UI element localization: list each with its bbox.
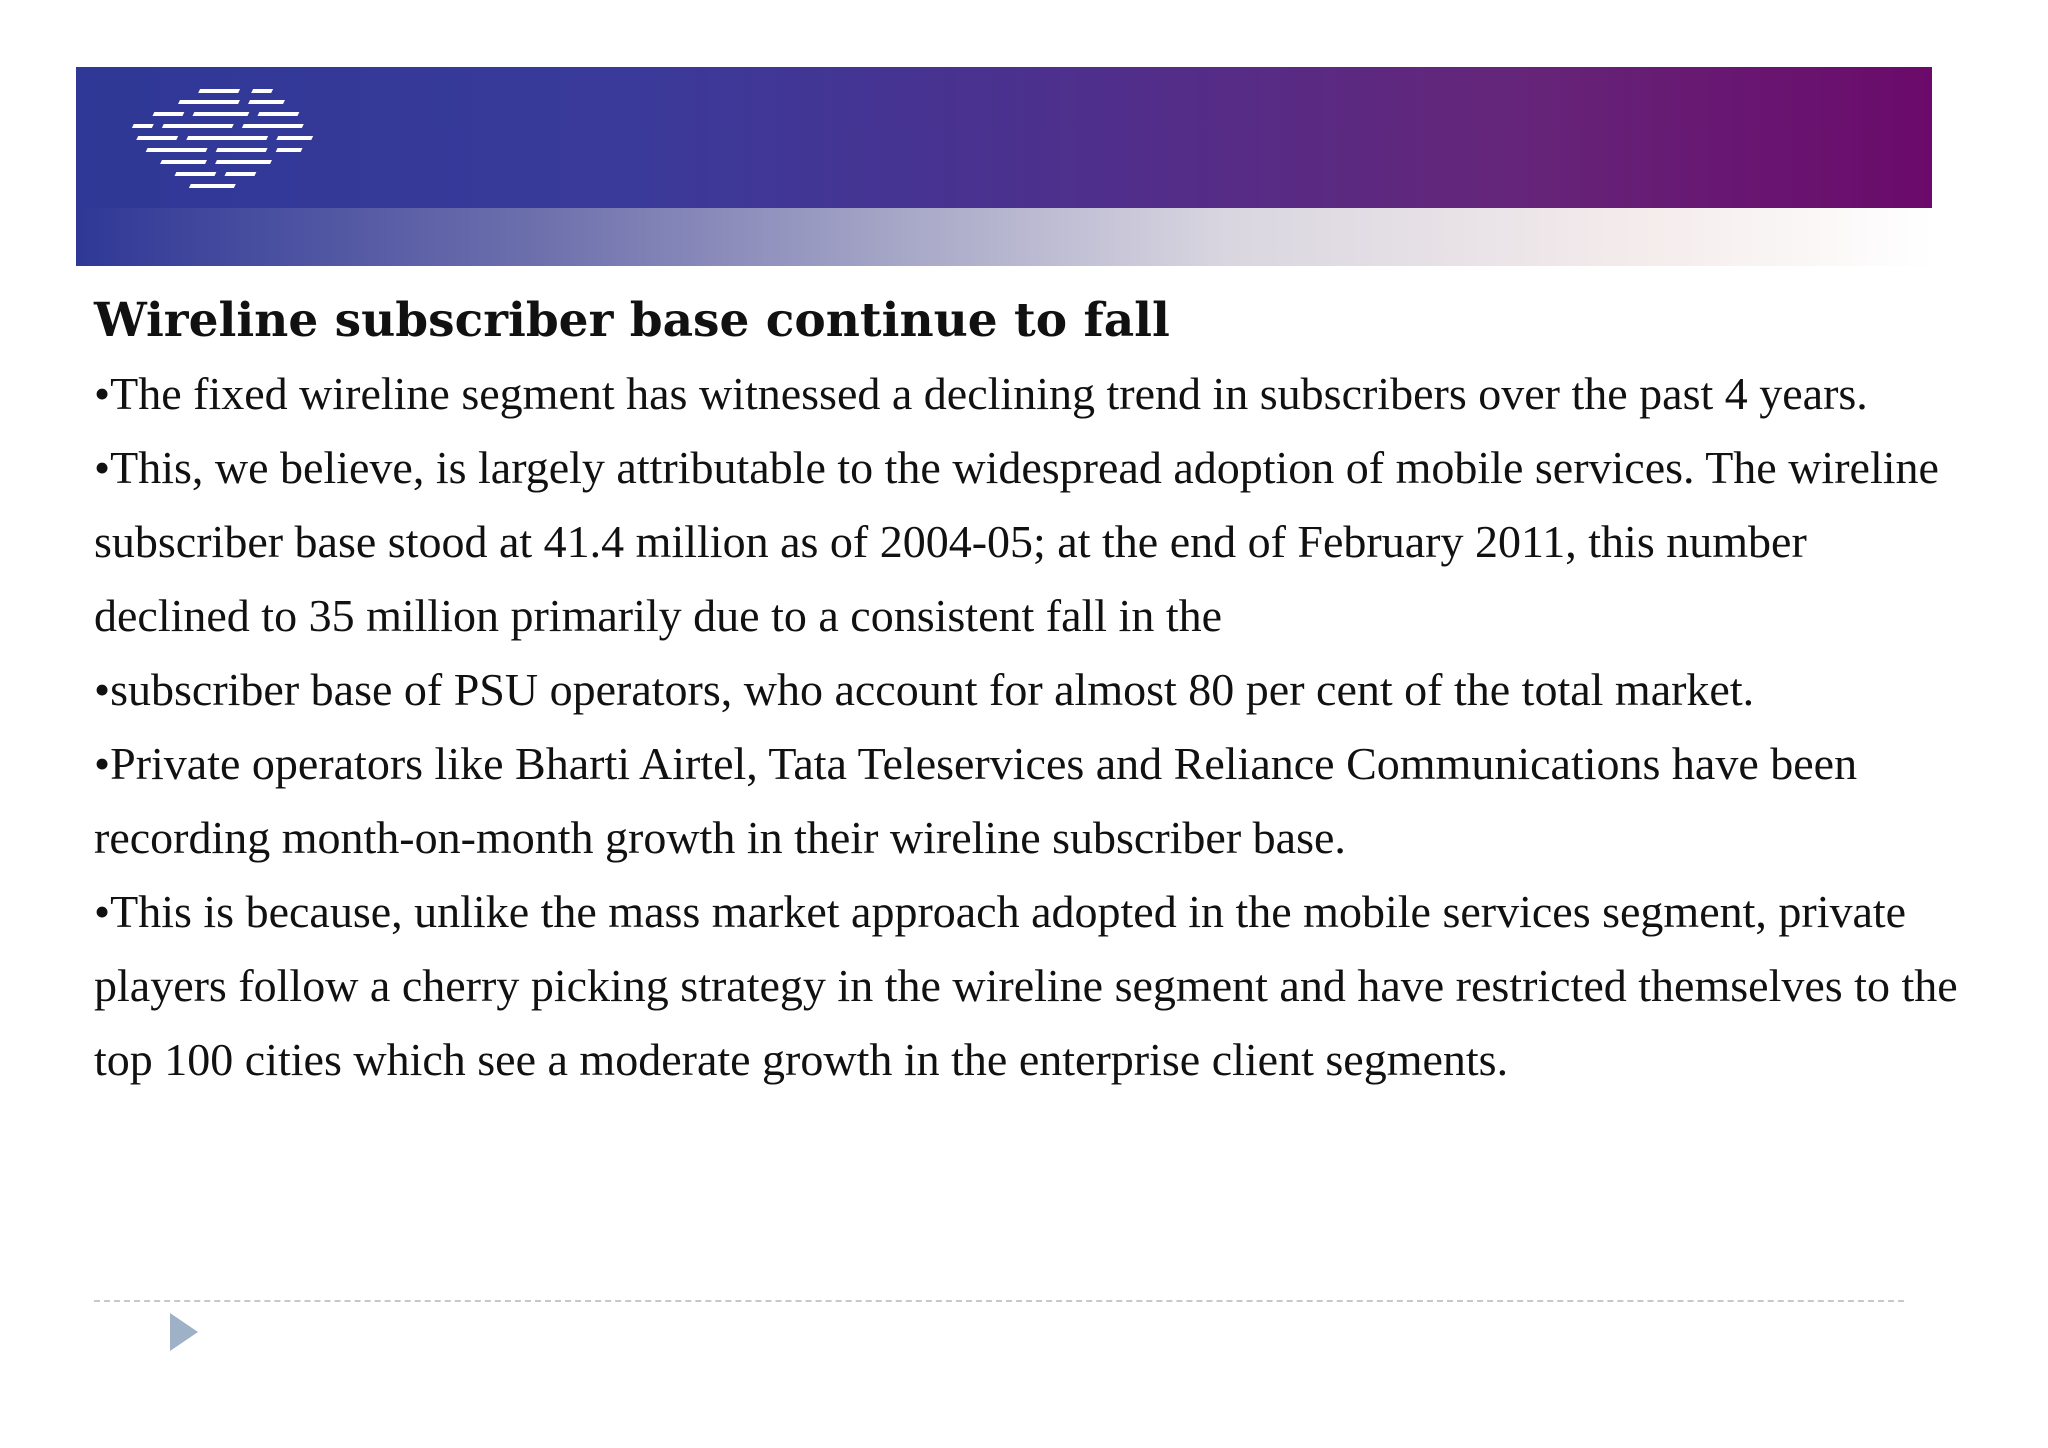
header-banner bbox=[76, 67, 1932, 266]
slide-content bbox=[94, 285, 1974, 1097]
slide-title: Wireline subscriber base continue to fall bbox=[94, 293, 1170, 348]
header-gradient-bar bbox=[76, 67, 1932, 208]
dashed-guide-line bbox=[94, 1300, 1904, 1302]
header-fade-bar bbox=[76, 208, 1932, 266]
bullet-paragraph-3: •subscriber base of PSU operators, who account for almost 80 per cent of the total market. bbox=[94, 664, 1755, 715]
bullet-paragraph-1: •The fixed wireline segment has witnessed a declining trend in subscribers over the past 4 years. bbox=[94, 368, 1868, 419]
bullet-paragraph-5: •This is because, unlike the mass market approach adopted in the mobile services segment, private players follow a cherry picking strategy in the wireline segment and have restricted themselves to the top 100 cities which see a moderate growth in the enterprise client segments. bbox=[94, 886, 1958, 1085]
bullet-paragraph-2: •This, we believe, is largely attributable to the widespread adoption of mobile services. The wireline subscriber base stood at 41.4 million as of 2004-05; at the end of February 2011, this number declined to 35 million primarily due to a consistent fall in the bbox=[94, 442, 1939, 641]
striped-globe-logo-icon bbox=[106, 87, 336, 197]
bullet-paragraph-4: •Private operators like Bharti Airtel, Tata Teleservices and Reliance Communications have been recording month-on-month growth in their wireline subscriber base. bbox=[94, 738, 1858, 863]
play-triangle-icon bbox=[170, 1313, 198, 1351]
